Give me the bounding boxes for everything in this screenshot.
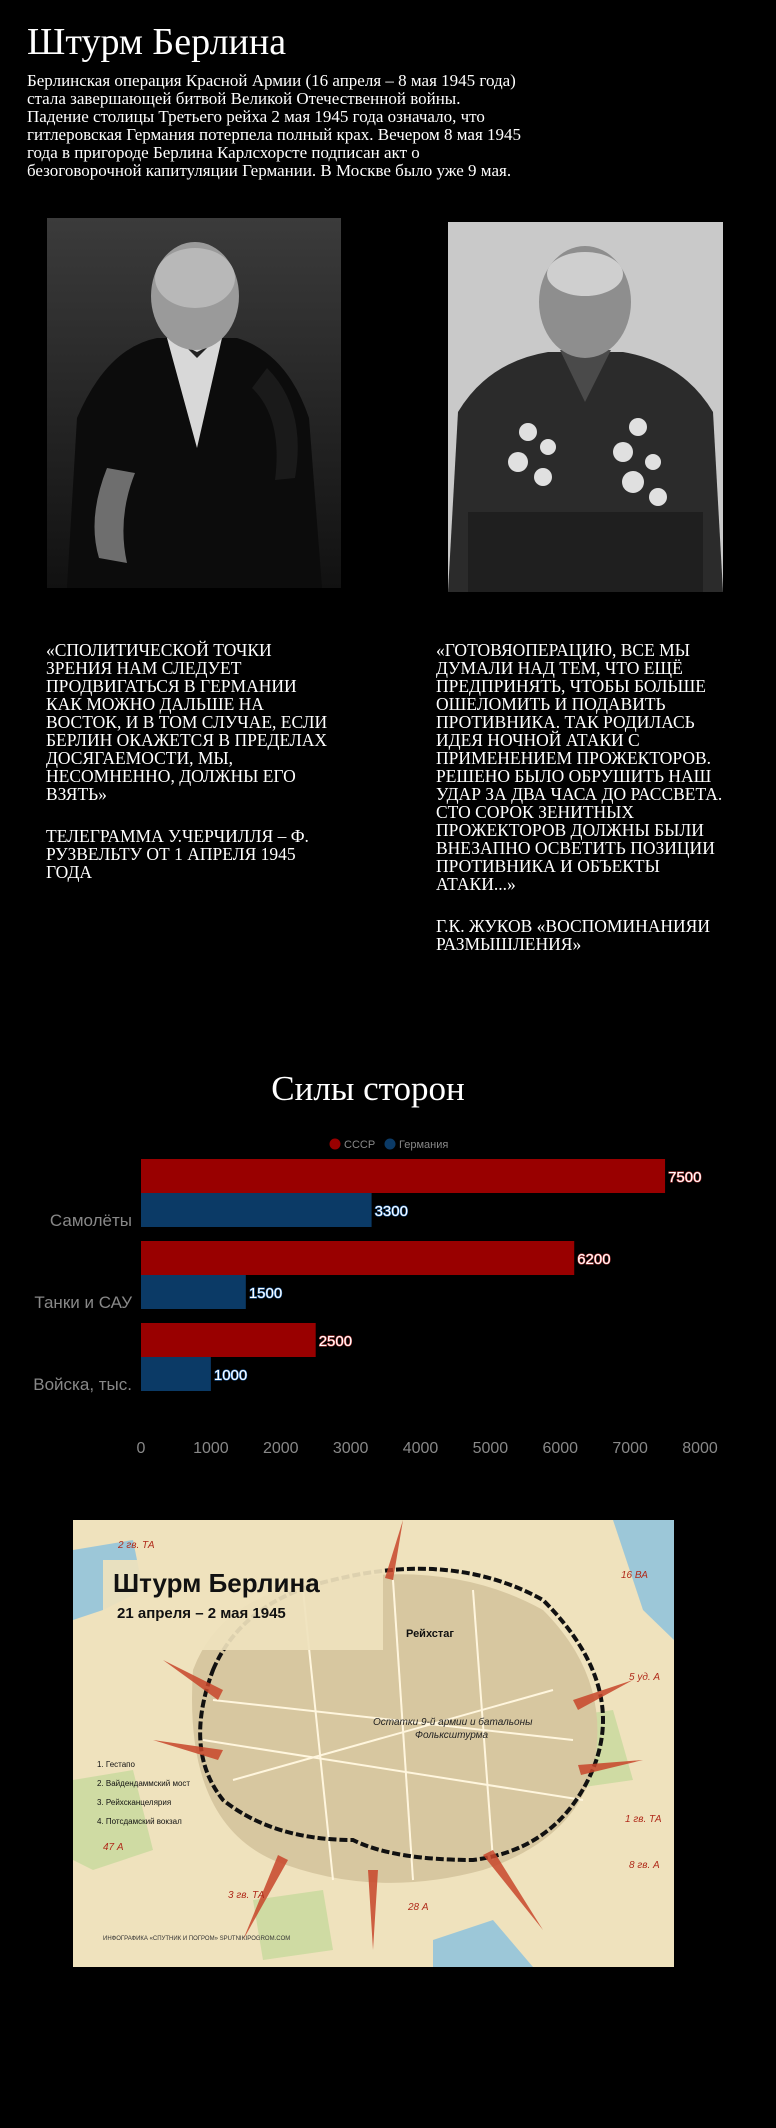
data-label: 1500: [248, 1285, 283, 1302]
data-label: 2500: [318, 1333, 353, 1350]
intro-paragraph: Берлинская операция Красной Армии (16 апреля – 8 мая 1945 года) стала завершающей битвой Великой Отечественной войны. Падение столицы Третьего рейха 2 мая 1945 года означало, что гитлеровская Германия потерпела полный крах. Вечером 8 мая 1945 года в пригороде Берлина Карлсхорсте подписан акт о безоговорочной капитуляции Германии. В Москве было уже 9 мая.: [27, 71, 522, 180]
map-legend-item: 4. Потсдамский вокзал: [97, 1817, 182, 1826]
x-tick-label: 0: [136, 1440, 146, 1457]
quote-source: ТЕЛЕГРАММА У.ЧЕРЧИЛЛЯ – Ф. РУЗВЕЛЬТУ ОТ 1 АПРЕЛЯ 1945 ГОДА: [46, 826, 309, 882]
x-tick-label: 4000: [402, 1440, 439, 1457]
map-unit-label: 2 гв. ТА: [118, 1540, 155, 1551]
map-legend-item: 2. Вайдендаммский мост: [97, 1779, 191, 1788]
quote-text: «ГОТОВЯОПЕРАЦИЮ, ВСЕ МЫ ДУМАЛИ НАД ТЕМ, ЧТО ЕЩЁ ПРЕДПРИНЯТЬ, ЧТОБЫ БОЛЬШЕ ОШЕЛОМИТЬ И ПОДАВИТЬ ПРОТИВНИКА. ТАК РОДИЛАСЬ ИДЕЯ НОЧНОЙ АТАКИ С ПРИМЕНЕНИЕМ ПРОЖЕКТОРОВ. РЕШЕНО БЫЛО ОБРУШИТЬ НАШ УДАР ЗА ДВА ЧАСА ДО РАССВЕТА. СТО СОРОК ЗЕНИТНЫХ ПРОЖЕКТОРОВ ДОЛЖНЫ БЫЛИ ВНЕЗАПНО ОСВЕТИТЬ ПОЗИЦИИ ПРОТИВНИКА И ОБЪЕКТЫ АТАКИ...»: [436, 640, 723, 894]
map-unit-label: 8 гв. А: [629, 1860, 660, 1871]
map-unit-label: 47 А: [103, 1842, 124, 1853]
zhukov-photo: [448, 222, 723, 592]
map-unit-label: 3 гв. ТА: [228, 1890, 265, 1901]
data-label: 1000: [213, 1367, 248, 1384]
map-legend-item: 3. Рейхсканцелярия: [97, 1798, 172, 1807]
chart-title: Силы сторон: [271, 1069, 465, 1108]
reichstag-label: Рейхстаг: [406, 1628, 454, 1640]
x-tick-label: 7000: [612, 1440, 648, 1457]
remnant-label: Остатки 9-й армии и батальоны: [373, 1717, 533, 1728]
bar: [141, 1357, 211, 1391]
legend-label: Германия: [399, 1139, 449, 1151]
map-unit-label: 1 гв. ТА: [625, 1814, 662, 1825]
page-title: Штурм Берлина: [27, 21, 287, 63]
map-title: Штурм Берлина: [113, 1568, 320, 1598]
map-credit: ИНФОГРАФИКА «СПУТНИК И ПОГРОМ» SPUTNIKIPOGROM.COM: [103, 1936, 291, 1942]
x-tick-label: 6000: [542, 1440, 579, 1457]
quote-text: «СПОЛИТИЧЕСКОЙ ТОЧКИ ЗРЕНИЯ НАМ СЛЕДУЕТ ПРОДВИГАТЬСЯ В ГЕРМАНИИ КАК МОЖНО ДАЛЬШЕ НА ВОСТОК, И В ТОМ СЛУЧАЕ, ЕСЛИ БЕРЛИН ОКАЖЕТСЯ В ПРЕДЕЛАХ ДОСЯГАЕМОСТИ, МЫ, НЕСОМНЕННО, ДОЛЖНЫ ЕГО ВЗЯТЬ»: [46, 640, 328, 804]
map-legend-item: 1. Гестапо: [97, 1760, 135, 1769]
x-tick-label: 3000: [332, 1440, 369, 1457]
x-tick-label: 2000: [262, 1440, 299, 1457]
x-tick-label: 1000: [193, 1440, 229, 1457]
bar: [141, 1323, 316, 1357]
bar: [141, 1275, 246, 1309]
map-unit-label: 16 ВА: [621, 1570, 648, 1581]
x-tick-label: 5000: [472, 1440, 509, 1457]
bar: [141, 1241, 574, 1275]
legend-marker: [385, 1139, 396, 1150]
data-label: 3300: [374, 1203, 408, 1220]
bar: [141, 1159, 665, 1193]
category-label: Самолёты: [49, 1211, 132, 1230]
forces-bar-chart: [0, 1130, 776, 1470]
data-label: 7500: [668, 1169, 702, 1186]
remnant-label: Фольксштурма: [415, 1730, 489, 1741]
category-label: Войска, тыс.: [33, 1375, 132, 1394]
churchill-quote: [46, 641, 336, 881]
legend-marker: [330, 1139, 341, 1150]
map-unit-label: 5 уд. А: [629, 1672, 661, 1683]
category-label: Танки и САУ: [34, 1293, 132, 1312]
bar: [141, 1193, 372, 1227]
map-unit-label: 28 А: [408, 1902, 429, 1913]
legend-label: СССР: [344, 1139, 376, 1151]
x-tick-label: 8000: [682, 1440, 718, 1457]
zhukov-quote: [436, 641, 736, 953]
quote-source: Г.К. ЖУКОВ «ВОСПОМИНАНИЯИ РАЗМЫШЛЕНИЯ»: [436, 916, 710, 954]
data-label: 6200: [577, 1251, 611, 1268]
churchill-photo: [47, 218, 341, 588]
map-subtitle: 21 апреля – 2 мая 1945: [117, 1605, 286, 1622]
berlin-assault-map: [73, 1520, 674, 1967]
